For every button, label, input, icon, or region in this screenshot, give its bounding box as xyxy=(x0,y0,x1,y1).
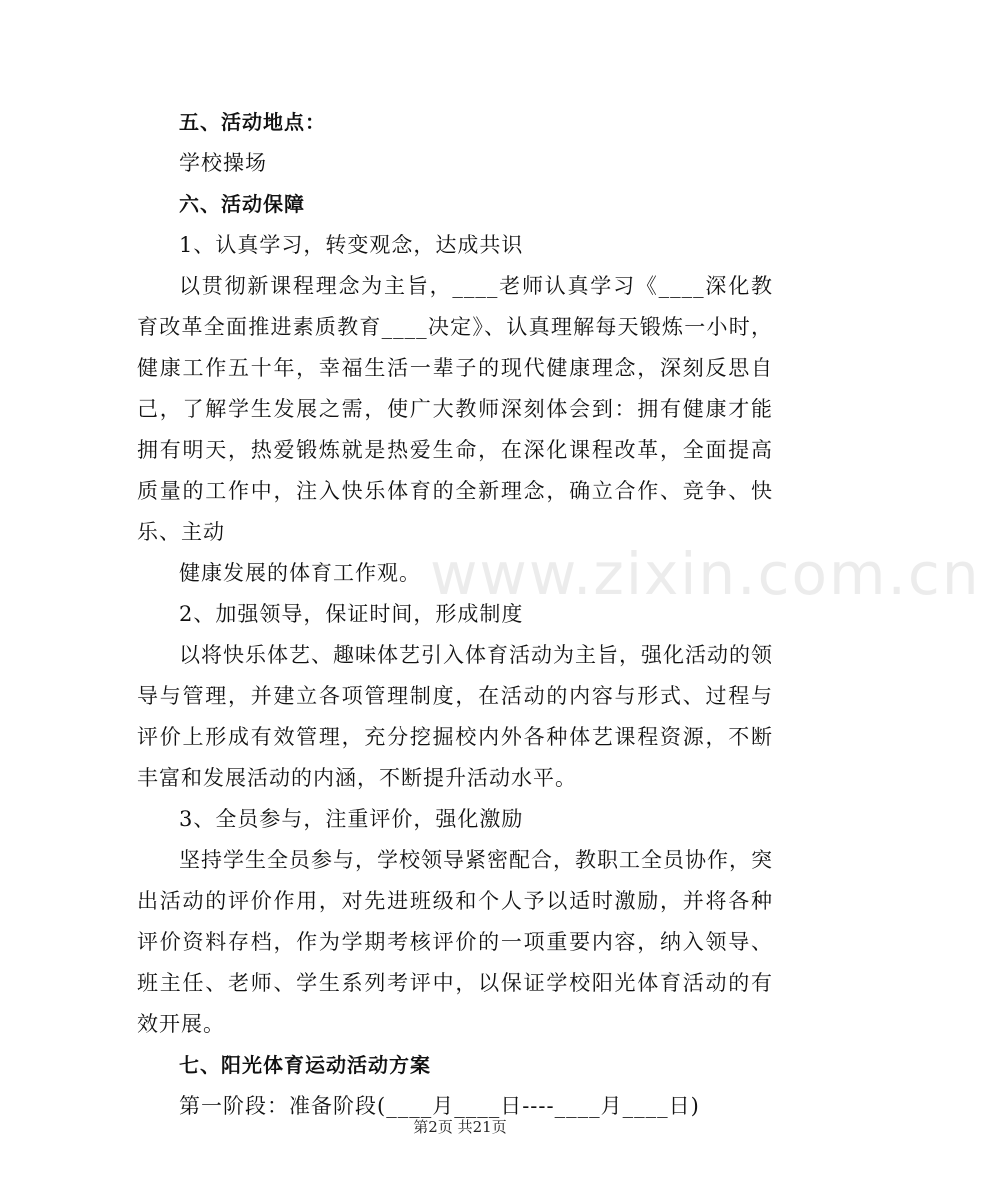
phase-one-line: 第一阶段：准备阶段(____月____日----____月____日) xyxy=(179,1094,700,1118)
subheading-participation: 3、全员参与，注重评价，强化激励 xyxy=(179,807,524,831)
section-heading-guarantee: 六、活动保障 xyxy=(179,192,305,216)
document-body xyxy=(137,102,773,1127)
section-heading-plan: 七、阳光体育运动活动方案 xyxy=(179,1053,431,1077)
paragraph-leadership: 以将快乐体艺、趣味体艺引入体育活动为主旨，强化活动的领导与管理，并建立各项管理制度，在活动的内容与形式、过程与评价上形成有效管理，充分挖掘校内外各种体艺课程资源，不断丰富和发展活动的内涵，不断提升活动水平。 xyxy=(137,643,773,790)
section-heading-location: 五、活动地点： xyxy=(179,110,326,134)
paragraph-study: 以贯彻新课程理念为主旨，____老师认真学习《____深化教育改革全面推进素质教育____决定》、认真理解每天锻炼一小时，健康工作五十年，幸福生活一辈子的现代健康理念，深刻反思自己，了解学生发展之需，使广大教师深刻体会到：拥有健康才能拥有明天，热爱锻炼就是热爱生命，在深化课程改革，全面提高质量的工作中，注入快乐体育的全新理念，确立合作、竞争、快乐、主动 xyxy=(137,274,773,544)
subheading-leadership: 2、加强领导，保证时间，形成制度 xyxy=(179,602,524,626)
paragraph-study-tail: 健康发展的体育工作观。 xyxy=(179,561,421,585)
paragraph-participation: 坚持学生全员参与，学校领导紧密配合，教职工全员协作，突出活动的评价作用，对先进班级和个人予以适时激励，并将各种评价资料存档，作为学期考核评价的一项重要内容，纳入领导、班主任、老师、学生系列考评中，以保证学校阳光体育活动的有效开展。 xyxy=(137,848,773,1036)
watermark-text: www.zixin.com.cn xyxy=(430,540,981,608)
location-text: 学校操场 xyxy=(179,151,267,175)
subheading-study: 1、认真学习，转变观念，达成共识 xyxy=(179,233,524,257)
page-number-footer: 第2页 共21页 xyxy=(413,1118,507,1136)
